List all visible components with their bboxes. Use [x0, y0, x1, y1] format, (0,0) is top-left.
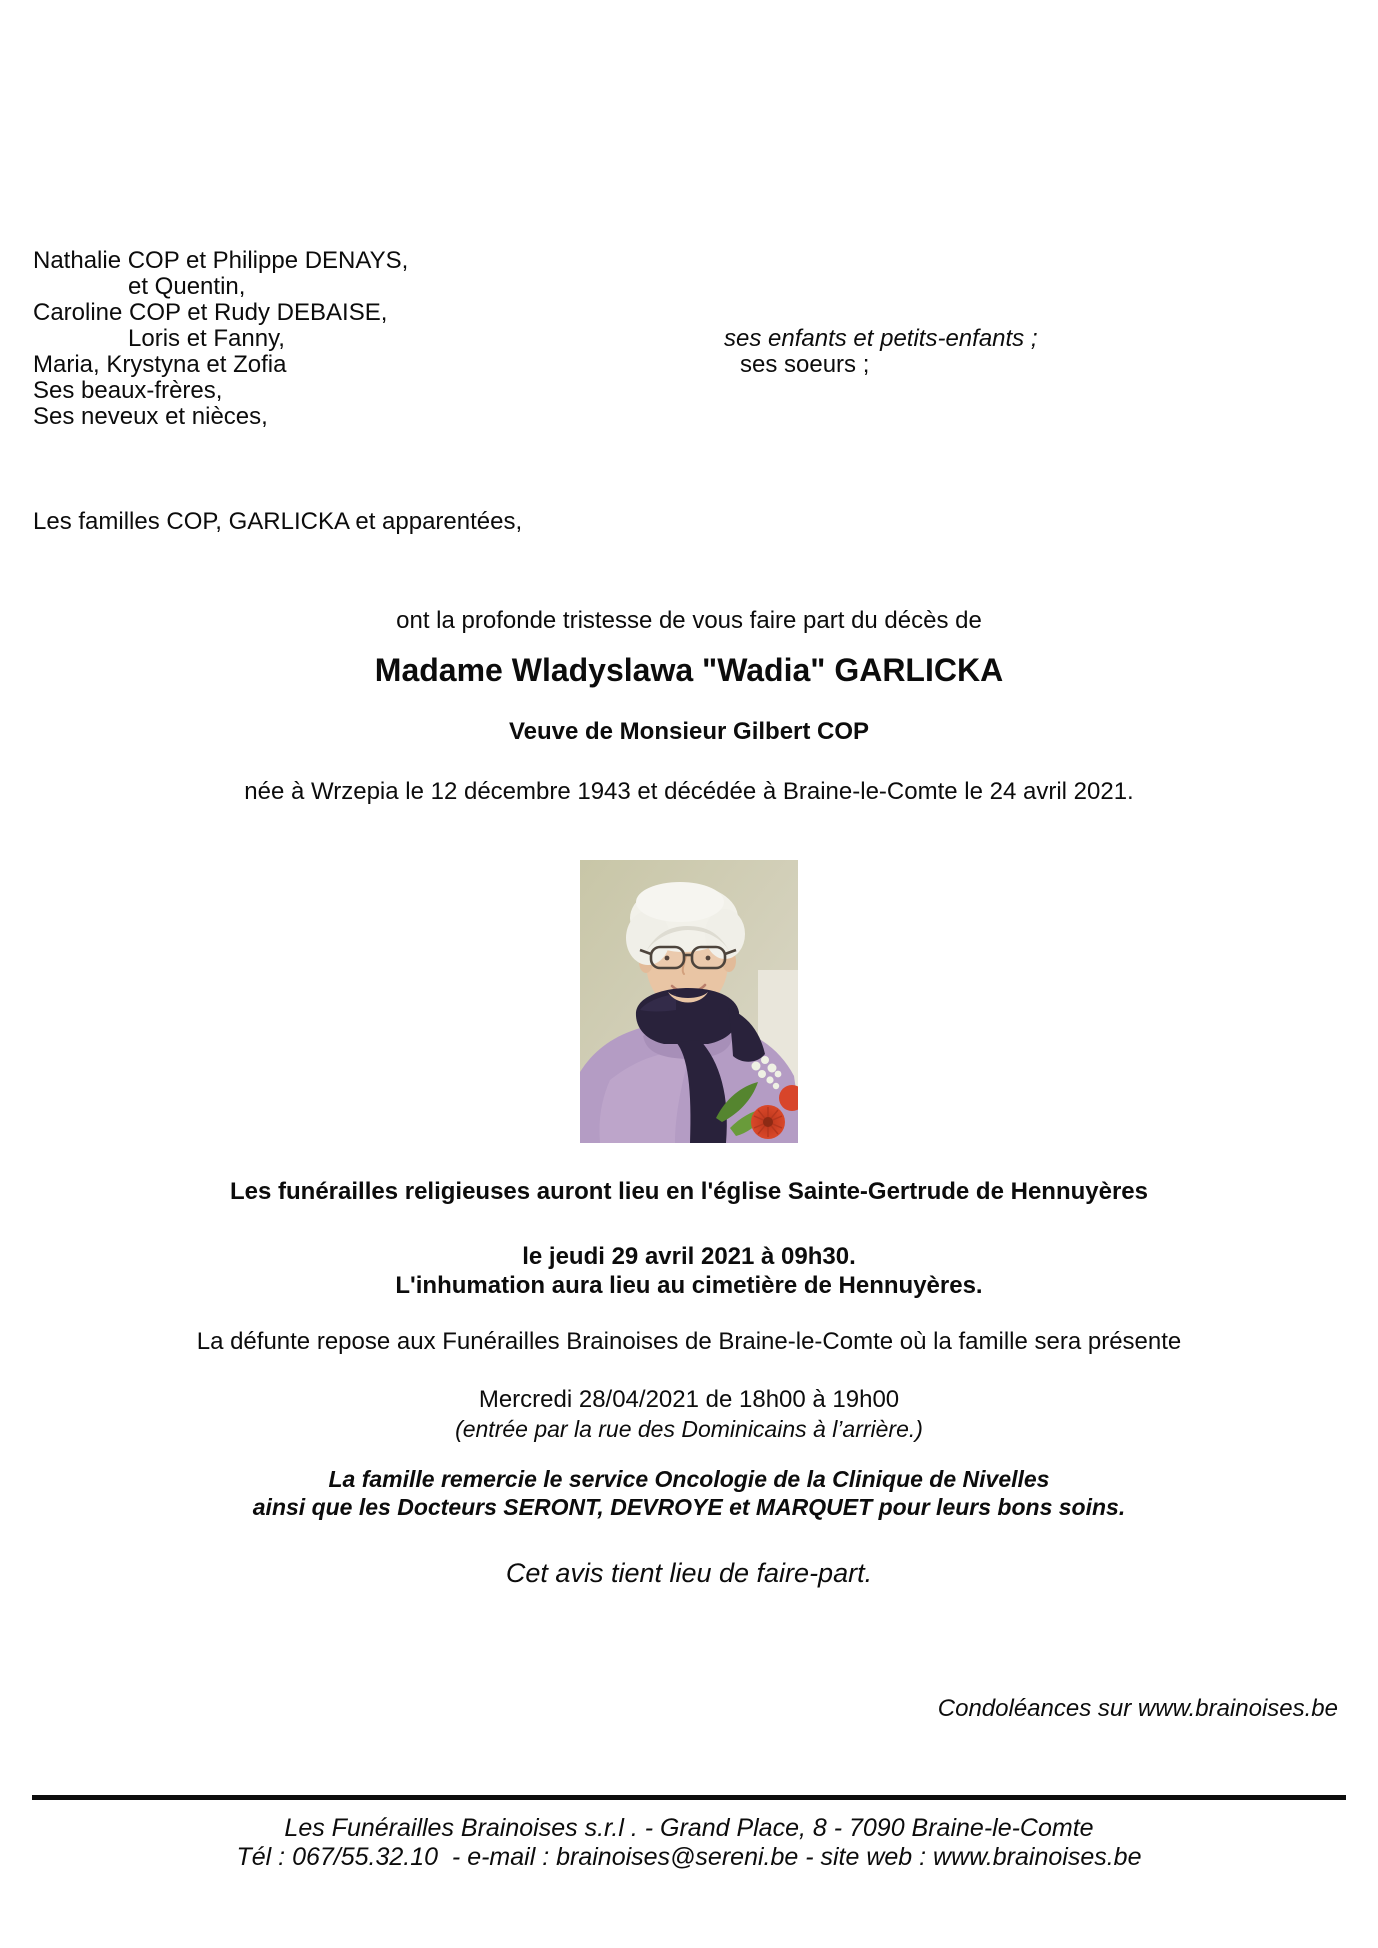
portrait-photo	[580, 860, 798, 1143]
intro-line: ont la profonde tristesse de vous faire part du décès de	[396, 607, 982, 634]
ceremony-date-line: le jeudi 29 avril 2021 à 09h30.	[522, 1243, 856, 1270]
condolences-line: Condoléances sur www.brainoises.be	[937, 1695, 1338, 1722]
relation-label-sisters: ses soeurs ;	[740, 351, 870, 378]
church-line: Les funérailles religieuses auront lieu en l'église Sainte-Gertrude de Hennuyères	[229, 1178, 1148, 1205]
family-member-line: Ses neveux et nièces,	[33, 403, 268, 430]
footer-contact-line: Tél : 067/55.32.10 - e-mail : brainoises@sereni.be - site web : www.brainoises.be	[236, 1843, 1142, 1871]
footer-company-line: Les Funérailles Brainoises s.r.l . - Grand Place, 8 - 7090 Braine-le-Comte	[284, 1814, 1094, 1842]
footer-divider	[32, 1795, 1346, 1800]
relation-label-children: ses enfants et petits-enfants ;	[724, 325, 1038, 352]
families-line: Les familles COP, GARLICKA et apparentées,	[33, 508, 523, 535]
visitation-line: Mercredi 28/04/2021 de 18h00 à 19h00	[478, 1386, 900, 1413]
entrance-note-line: (entrée par la rue des Dominicains à l’arrière.)	[455, 1416, 923, 1442]
birth-death-line: née à Wrzepia le 12 décembre 1943 et décédée à Braine-le-Comte le 24 avril 2021.	[244, 778, 1134, 805]
thanks-line-1: La famille remercie le service Oncologie de la Clinique de Nivelles	[328, 1466, 1050, 1492]
family-member-line: et Quentin,	[128, 273, 246, 300]
family-member-line: Caroline COP et Rudy DEBAISE,	[33, 299, 388, 326]
family-member-line: Nathalie COP et Philippe DENAYS,	[33, 247, 409, 274]
family-member-line: Ses beaux-frères,	[33, 377, 223, 404]
family-member-line: Maria, Krystyna et Zofia	[33, 351, 287, 378]
thanks-line-2: ainsi que les Docteurs SERONT, DEVROYE et MARQUET pour leurs bons soins.	[252, 1494, 1126, 1520]
family-list	[33, 247, 1038, 430]
deceased-name: Madame Wladyslawa "Wadia" GARLICKA	[374, 652, 1004, 688]
notice-closing-line: Cet avis tient lieu de faire-part.	[505, 1558, 873, 1588]
repose-line: La défunte repose aux Funérailles Brainoises de Braine-le-Comte où la famille sera présente	[196, 1328, 1182, 1355]
widow-line: Veuve de Monsieur Gilbert COP	[508, 718, 870, 745]
burial-line: L'inhumation aura lieu au cimetière de Hennuyères.	[395, 1272, 983, 1299]
family-member-line: Loris et Fanny,	[128, 325, 285, 352]
